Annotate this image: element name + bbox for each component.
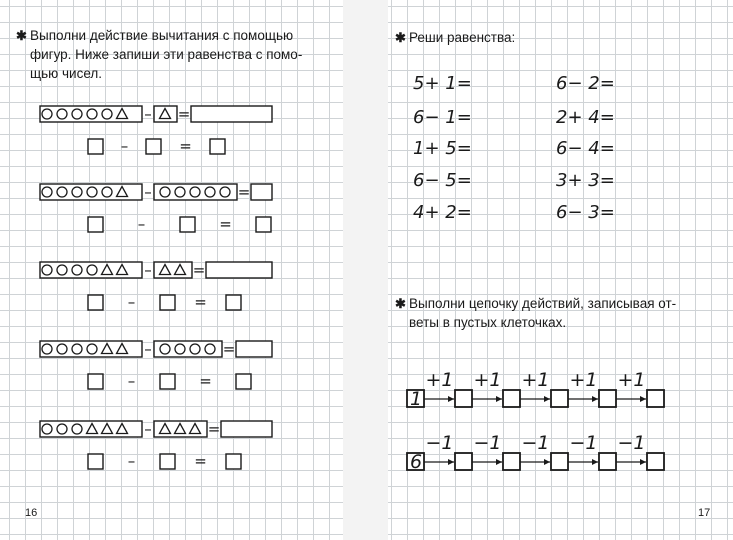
equation-left-1: 5+ 1= — [413, 73, 472, 94]
chain-start-value: 6 — [409, 451, 423, 473]
equation-left-3: 1+ 5= — [413, 138, 472, 159]
chain-answer-box — [503, 390, 520, 407]
answer-cell — [88, 295, 103, 310]
result-box — [251, 184, 272, 200]
result-box — [206, 262, 272, 278]
chain-answer-box — [599, 390, 616, 407]
answer-cell — [160, 374, 175, 389]
task2-instruction-line-1: Выполни цепочку действий, записывая от- — [409, 296, 677, 311]
result-box — [191, 106, 272, 122]
answer-cell — [160, 295, 175, 310]
minus-sign: – — [137, 215, 146, 233]
minus-sign: – — [144, 105, 152, 123]
equals-sign: = — [194, 293, 207, 311]
chain-arrowhead — [496, 459, 502, 465]
answer-cell — [180, 217, 195, 232]
equals-sign: = — [177, 105, 191, 123]
chain-arrowhead — [496, 396, 502, 402]
equals-sign: = — [207, 420, 221, 438]
minus-sign: – — [144, 340, 152, 358]
task2-instruction-line-2: веты в пустых клеточках. — [409, 315, 567, 330]
chain-arrowhead — [640, 459, 646, 465]
chain-step-label: −1 — [617, 432, 646, 454]
equation-right-4: 3+ 3= — [556, 170, 615, 191]
page-number-left: 16 — [25, 507, 38, 519]
task-marker-left: ✱ — [16, 28, 27, 43]
chain-arrowhead — [544, 396, 550, 402]
chain-step-label: +1 — [425, 369, 454, 391]
minus-sign: – — [144, 183, 152, 201]
chain-arrowhead — [544, 459, 550, 465]
chain-answer-box — [647, 390, 664, 407]
subtrahend-box — [154, 262, 192, 278]
equals-sign: = — [194, 452, 207, 470]
answer-cell — [210, 139, 225, 154]
chain-arrowhead — [592, 396, 598, 402]
minus-sign: – — [144, 261, 152, 279]
answer-cell — [256, 217, 271, 232]
minus-sign: – — [127, 372, 136, 390]
instruction-line-1: Выполни действие вычитания с помощью — [30, 28, 294, 43]
task-marker-right-1: ✱ — [395, 30, 406, 45]
chain-answer-box — [455, 453, 472, 470]
chain-step-label: +1 — [617, 369, 646, 391]
equation-left-2: 6− 1= — [413, 107, 472, 128]
answer-cell — [236, 374, 251, 389]
minuend-box — [40, 341, 142, 357]
chain-answer-box — [503, 453, 520, 470]
page-number-right: 17 — [698, 507, 711, 519]
chain-arrowhead — [592, 459, 598, 465]
equals-sign: = — [179, 137, 192, 155]
result-box — [236, 341, 272, 357]
equals-sign: = — [199, 372, 212, 390]
chain-step-label: −1 — [425, 432, 454, 454]
minuend-box — [40, 262, 142, 278]
answer-cell — [146, 139, 161, 154]
answer-cell — [88, 374, 103, 389]
chain-answer-box — [647, 453, 664, 470]
chain-arrowhead — [640, 396, 646, 402]
task1-title: Реши равенства: — [409, 30, 516, 45]
task-marker-right-2: ✱ — [395, 296, 406, 311]
instruction-line-3: щью чисел. — [30, 66, 103, 81]
answer-cell — [226, 454, 241, 469]
chain-step-label: −1 — [473, 432, 502, 454]
chain-answer-box — [455, 390, 472, 407]
minuend-box — [40, 106, 142, 122]
chain-step-label: −1 — [521, 432, 550, 454]
answer-cell — [88, 454, 103, 469]
chain-arrowhead — [448, 459, 454, 465]
chain-arrowhead — [448, 396, 454, 402]
equation-right-1: 6− 2= — [556, 73, 615, 94]
chain-step-label: −1 — [569, 432, 598, 454]
chain-step-label: +1 — [569, 369, 598, 391]
minus-sign: – — [127, 293, 136, 311]
chain-answer-box — [599, 453, 616, 470]
equals-sign: = — [222, 340, 236, 358]
instruction-line-2: фигур. Ниже запиши эти равенства с помо- — [30, 47, 303, 62]
equation-right-3: 6− 4= — [556, 138, 615, 159]
answer-cell — [226, 295, 241, 310]
chain-answer-box — [551, 390, 568, 407]
answer-cell — [160, 454, 175, 469]
minus-sign: – — [127, 452, 136, 470]
answer-cell — [88, 217, 103, 232]
equation-right-5: 6− 3= — [556, 202, 615, 223]
equation-left-4: 6− 5= — [413, 170, 472, 191]
chain-start-value: 1 — [409, 388, 423, 410]
minus-sign: – — [144, 420, 152, 438]
minus-sign: – — [120, 137, 129, 155]
answer-cell — [88, 139, 103, 154]
subtrahend-box — [154, 341, 222, 357]
equation-left-5: 4+ 2= — [413, 202, 472, 223]
chain-step-label: +1 — [521, 369, 550, 391]
equation-right-2: 2+ 4= — [556, 107, 615, 128]
chain-step-label: +1 — [473, 369, 502, 391]
minuend-box — [40, 184, 142, 200]
equals-sign: = — [219, 215, 232, 233]
equals-sign: = — [192, 261, 206, 279]
result-box — [221, 421, 272, 437]
chain-answer-box — [551, 453, 568, 470]
minuend-box — [40, 421, 142, 437]
equals-sign: = — [237, 183, 251, 201]
